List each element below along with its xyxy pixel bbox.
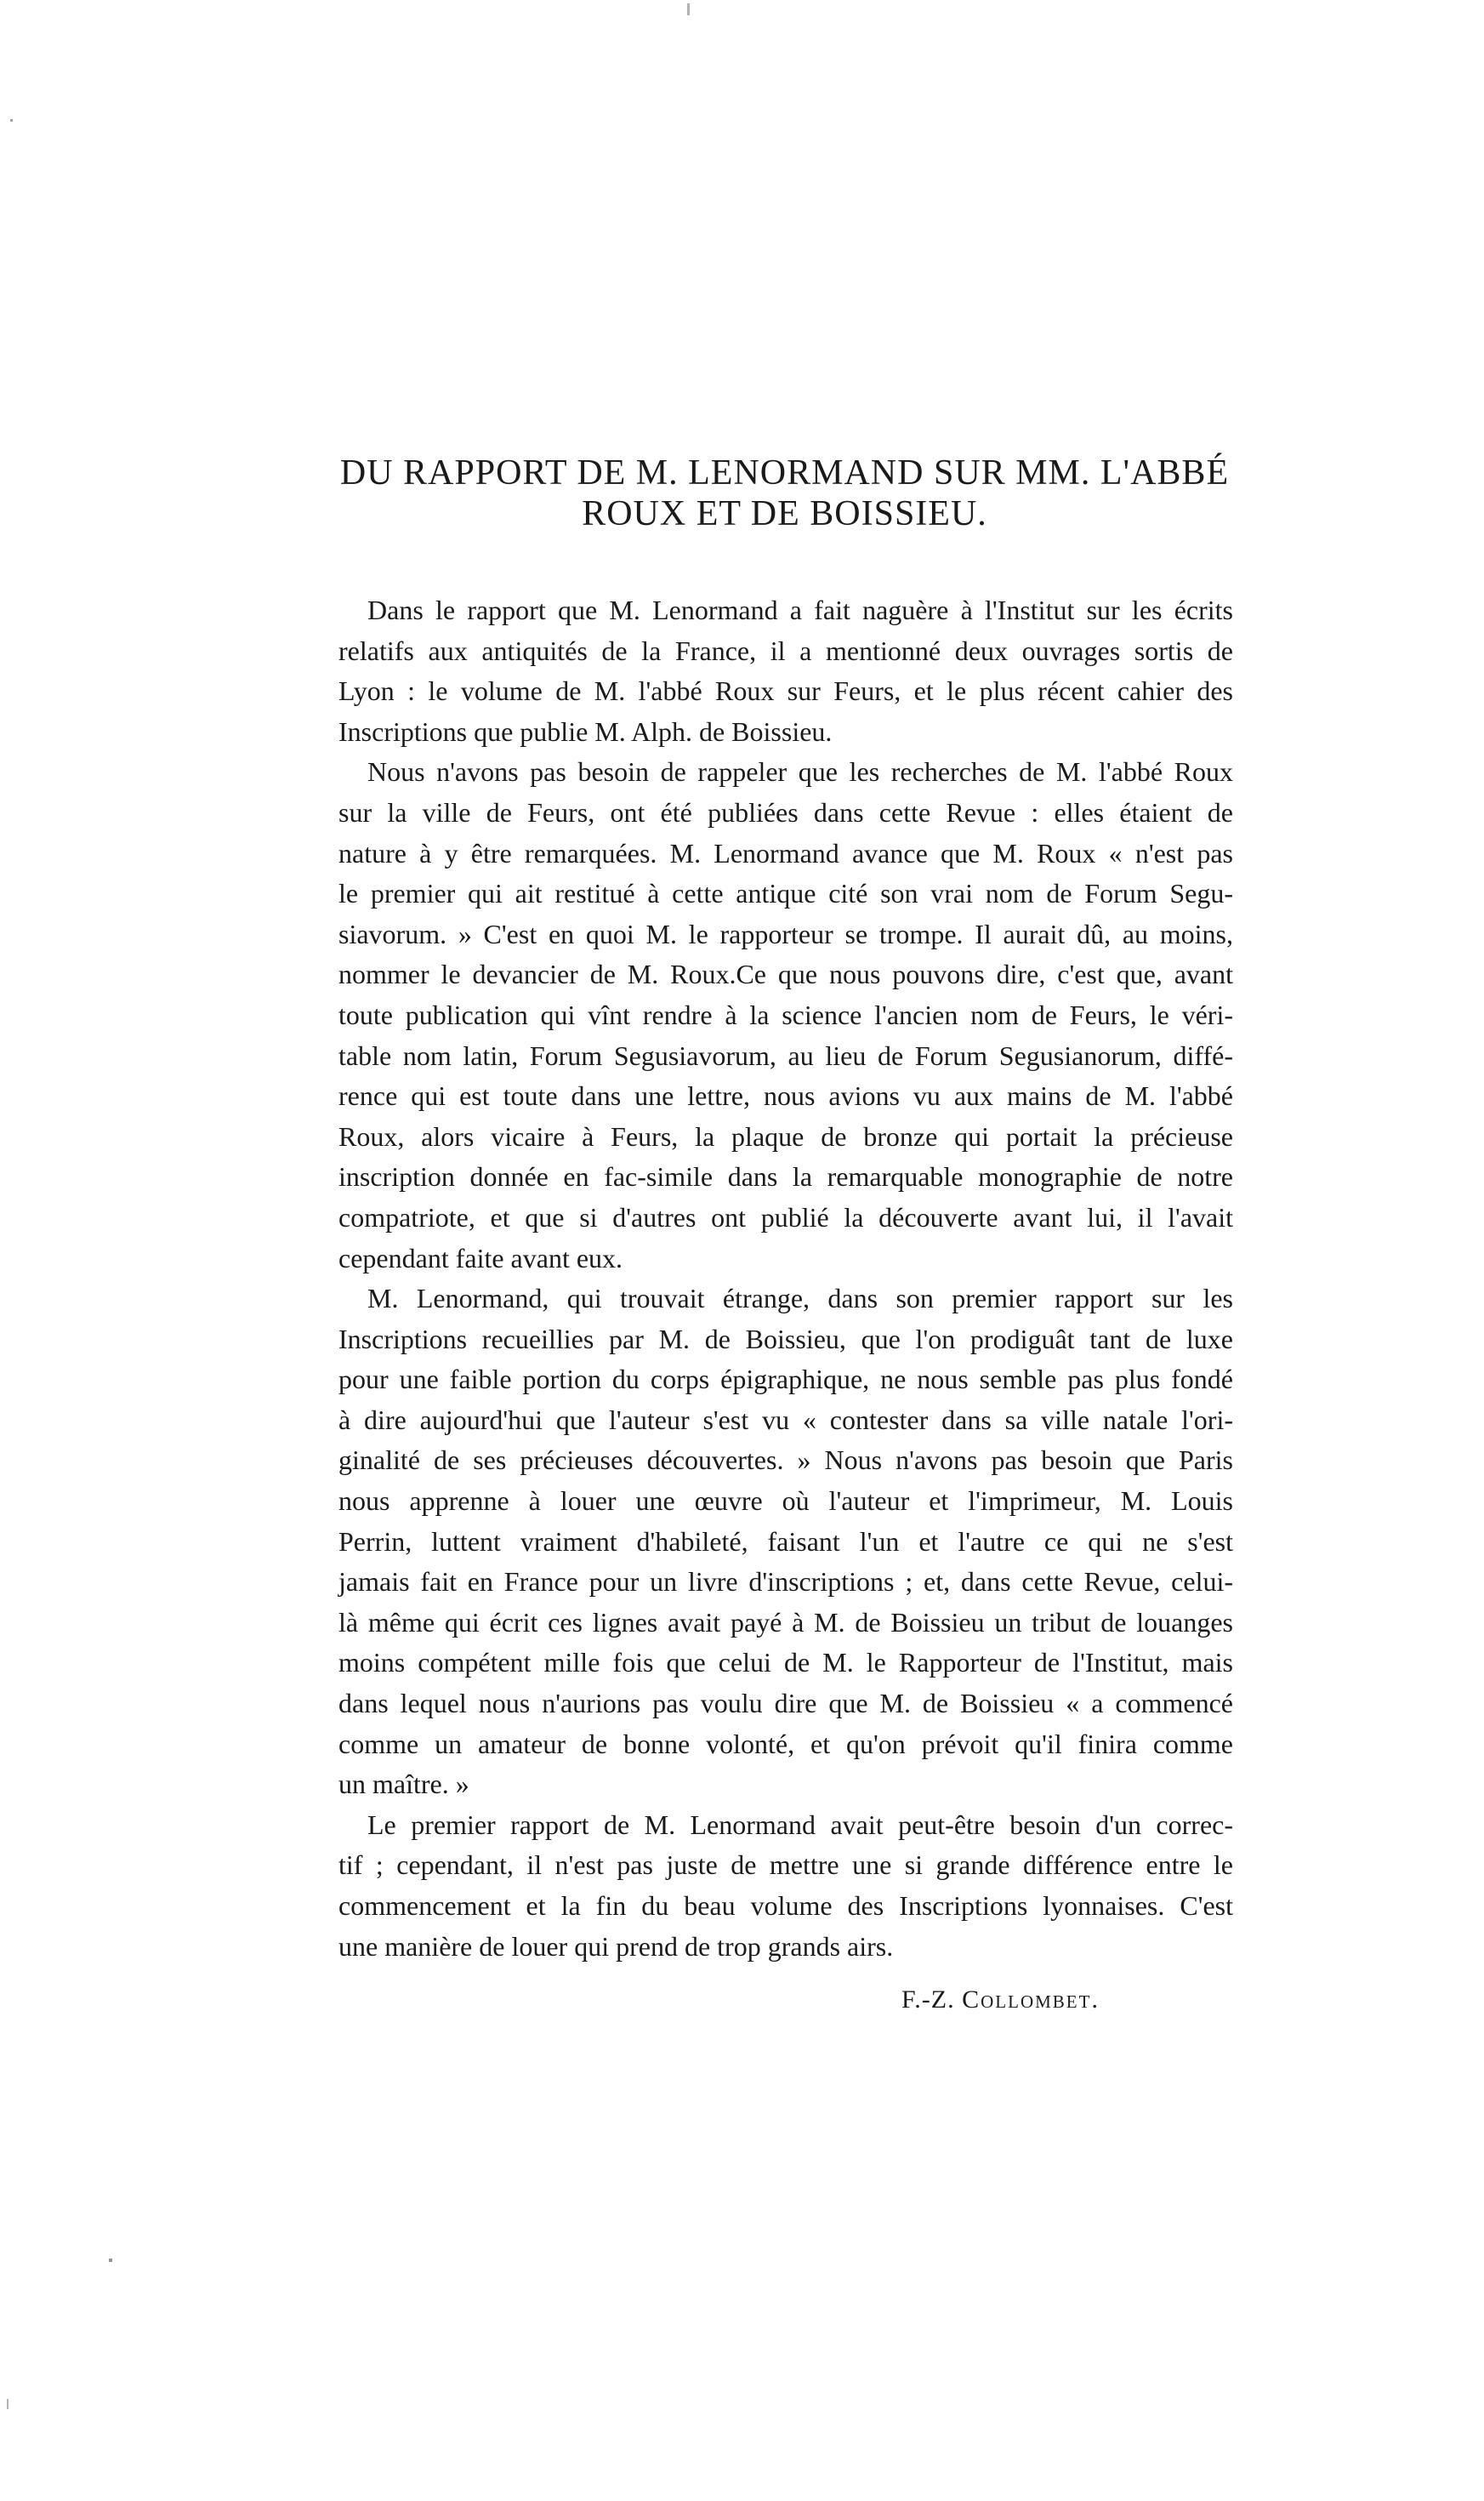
text-line: Inscriptions recueillies par M. de Boissieu, que l'on prodiguât tant de luxe xyxy=(338,1323,1233,1354)
paragraph xyxy=(338,1279,1233,1805)
paragraph xyxy=(338,590,1233,752)
text-line: nous apprenne à louer une œuvre où l'auteur et l'imprimeur, M. Louis xyxy=(338,1485,1233,1517)
text-line: à dire aujourd'hui que l'auteur s'est vu « contester dans sa ville natale l'ori- xyxy=(338,1404,1233,1435)
text-line: jamais fait en France pour un livre d'inscriptions ; et, dans cette Revue, celui- xyxy=(338,1566,1233,1598)
text-line: nommer le devancier de M. Roux.Ce que nous pouvons dire, c'est que, avant xyxy=(338,959,1233,990)
paragraph xyxy=(338,752,1233,1279)
text-line: M. Lenormand, qui trouvait étrange, dans son premier rapport sur les xyxy=(367,1283,1233,1314)
text-line: Lyon : le volume de M. l'abbé Roux sur Feurs, et le plus récent cahier des xyxy=(338,675,1233,707)
text-line: sur la ville de Feurs, ont été publiées dans cette Revue : elles étaient de xyxy=(338,796,1233,828)
scan-speck xyxy=(687,3,690,15)
text-line: nature à y être remarquées. M. Lenormand avance que M. Roux « n'est pas xyxy=(338,837,1233,869)
text-line: Nous n'avons pas besoin de rappeler que les recherches de M. l'abbé Roux xyxy=(367,756,1233,788)
text-line: une manière de louer qui prend de trop grands airs. xyxy=(338,1930,894,1962)
scan-speck xyxy=(109,2259,112,2262)
text-line: commencement et la fin du beau volume des Inscriptions lyonnaises. C'est xyxy=(338,1890,1233,1921)
text-line: cependant faite avant eux. xyxy=(338,1242,623,1273)
author-signature xyxy=(901,1980,1100,2020)
scan-speck xyxy=(7,2399,9,2409)
text-line: Roux, alors vicaire à Feurs, la plaque de bronze qui portait la précieuse xyxy=(338,1120,1233,1152)
text-line: rence qui est toute dans une lettre, nous avions vu aux mains de M. l'abbé xyxy=(338,1080,1233,1112)
text-line: Le premier rapport de M. Lenormand avait peut-être besoin d'un correc- xyxy=(367,1809,1233,1840)
author-surname: Collombet. xyxy=(962,1985,1100,2014)
text-line: comme un amateur de bonne volonté, et qu'on prévoit qu'il finira comme xyxy=(338,1728,1233,1759)
text-line: là même qui écrit ces lignes avait payé à M. de Boissieu un tribut de louanges xyxy=(338,1606,1233,1638)
paragraph xyxy=(338,1805,1233,1967)
text-line: un maître. » xyxy=(338,1769,469,1800)
text-line: moins compétent mille fois que celui de M. le Rapporteur de l'Institut, mais xyxy=(338,1647,1233,1678)
text-line: relatifs aux antiquités de la France, il a mentionné deux ouvrages sortis de xyxy=(338,635,1233,666)
text-line: dans lequel nous n'aurions pas voulu dire que M. de Boissieu « a commencé xyxy=(338,1688,1233,1719)
text-line: ginalité de ses précieuses découvertes. » Nous n'avons pas besoin que Paris xyxy=(338,1444,1233,1476)
author-initials: F.-Z. xyxy=(901,1985,955,2014)
text-line: inscription donnée en fac-simile dans la remarquable monographie de notre xyxy=(338,1161,1233,1193)
title-line: DU RAPPORT DE M. LENORMAND SUR MM. L'ABBÉ xyxy=(339,453,1230,493)
text-line: toute publication qui vînt rendre à la science l'ancien nom de Feurs, le véri- xyxy=(338,999,1233,1030)
article-body xyxy=(338,590,1233,1967)
text-line: tif ; cependant, il n'est pas juste de mettre une si grande différence entre le xyxy=(338,1849,1233,1881)
text-line: pour une faible portion du corps épigraphique, ne nous semble pas plus fondé xyxy=(338,1364,1233,1395)
title-line: ROUX ET DE BOISSIEU. xyxy=(582,493,987,533)
text-line: compatriote, et que si d'autres ont publié la découverte avant lui, il l'avait xyxy=(338,1201,1233,1233)
text-line: Inscriptions que publie M. Alph. de Boissieu. xyxy=(338,715,833,747)
scan-speck xyxy=(10,119,13,122)
text-line: siavorum. » C'est en quoi M. le rapporteur se trompe. Il aurait dû, au moins, xyxy=(338,918,1233,949)
text-line: Dans le rapport que M. Lenormand a fait naguère à l'Institut sur les écrits xyxy=(367,595,1233,625)
article-title xyxy=(323,453,1246,534)
text-line: table nom latin, Forum Segusiavorum, au lieu de Forum Segusianorum, diffé- xyxy=(338,1040,1233,1071)
text-line: Perrin, luttent vraiment d'habileté, faisant l'un et l'autre ce qui ne s'est xyxy=(338,1525,1233,1557)
text-line: le premier qui ait restitué à cette antique cité son vrai nom de Forum Segu- xyxy=(338,878,1233,909)
